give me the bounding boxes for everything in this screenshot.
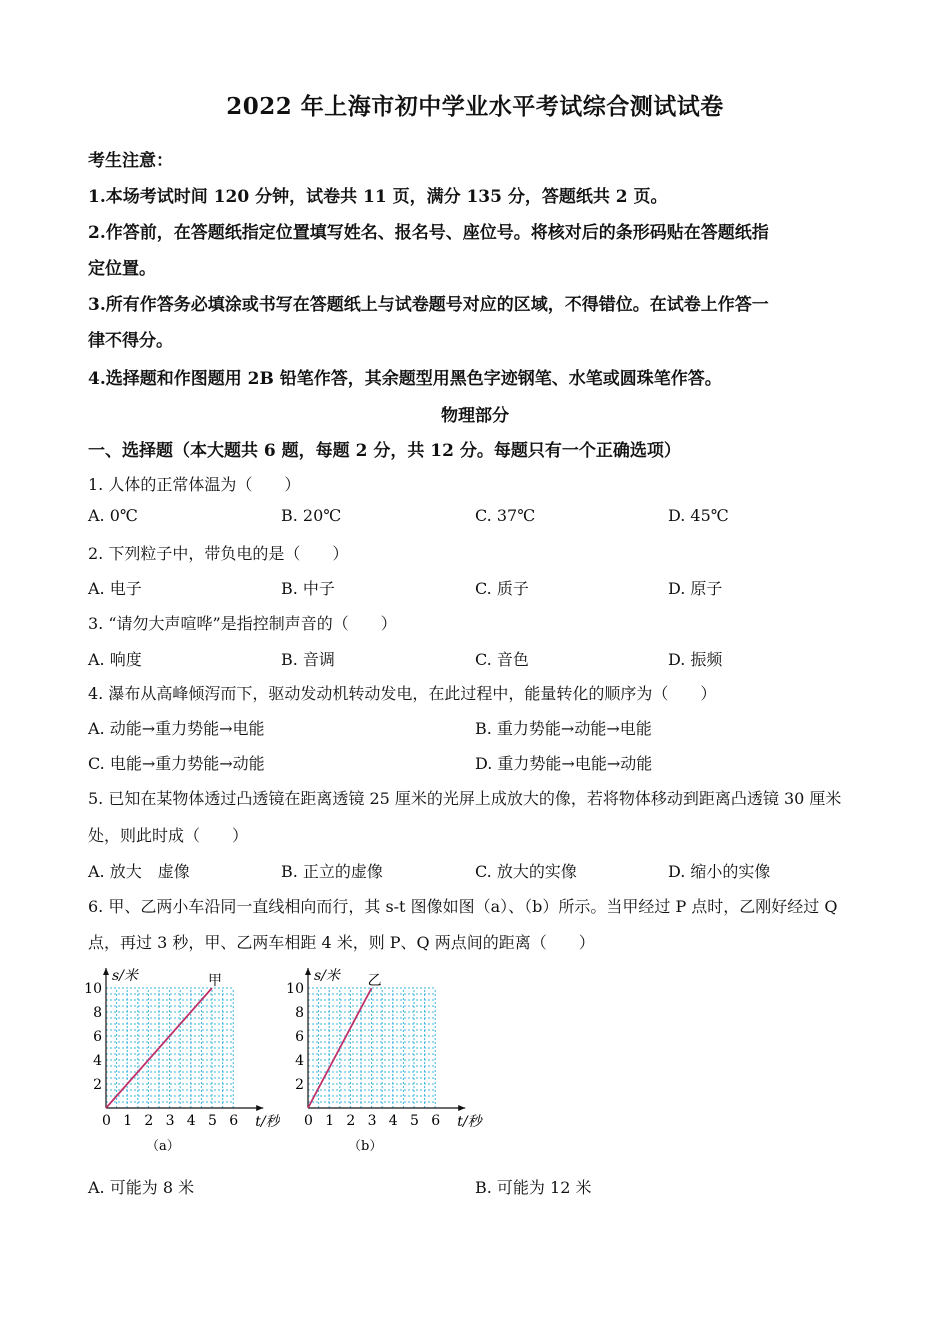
q5-option-b[interactable]: B. 正立的虚像 [281,862,383,881]
x-axis-arrow [256,1105,263,1111]
graph-caption: （a） [146,1139,180,1154]
question-3-stem: 3. “请勿大声喧哗”是指控制声音的（ ） [88,614,397,633]
y-axis-label: s/米 [314,968,340,984]
q2-option-c[interactable]: C. 质子 [475,579,529,598]
question-1-stem: 1. 人体的正常体温为（ ） [88,475,301,494]
x-tick-label: 0 [102,1113,111,1129]
y-tick-label: 10 [84,981,102,997]
x-axis-arrow [458,1105,465,1111]
x-axis-label: t/秒 [457,1114,482,1130]
y-tick-label: 2 [295,1077,304,1093]
q4-option-a[interactable]: A. 动能→重力势能→电能 [88,719,265,738]
q3-option-b[interactable]: B. 音调 [281,650,335,669]
x-tick-label: 1 [325,1113,335,1129]
q4-option-d[interactable]: D. 重力势能→电能→动能 [475,754,653,773]
question-5-stem: 5. 已知在某物体透过凸透镜在距离透镜 25 厘米的光屏上成放大的像，若将物体移动到距离凸透镜 30 厘米 [88,789,842,808]
notice-item-4: 4.选择题和作图题用 2B 铅笔作答，其余题型用黑色字迹钢笔、水笔或圆珠笔作答。 [88,369,722,389]
y-tick-label: 8 [295,1005,304,1021]
x-tick-label: 5 [410,1113,419,1129]
st-graph-a [80,960,280,1160]
notice-item-3-cont: 律不得分。 [88,331,173,351]
q2-option-d[interactable]: D. 原子 [668,579,723,598]
notice-item-3: 3.所有作答务必填涂或书写在答题纸上与试卷题号对应的区域，不得错位。在试卷上作答一 [88,295,769,315]
question-4-stem: 4. 瀑布从高峰倾泻而下，驱动发动机转动发电，在此过程中，能量转化的顺序为（ ） [88,684,717,703]
y-tick-label: 2 [93,1077,102,1093]
q5-option-a[interactable]: A. 放大 虚像 [88,862,190,881]
y-axis-arrow [103,968,109,975]
q3-option-d[interactable]: D. 振频 [668,650,723,669]
y-tick-label: 4 [93,1053,102,1069]
y-tick-label: 10 [286,981,304,997]
x-tick-label: 6 [431,1113,441,1129]
question-5-stem-cont: 处，则此时成（ ） [88,826,249,845]
q2-option-a[interactable]: A. 电子 [88,579,142,598]
y-axis-arrow [305,968,311,975]
notice-item-2: 2.作答前，在答题纸指定位置填写姓名、报名号、座位号。将核对后的条形码贴在答题纸指 [88,223,769,243]
y-tick-label: 4 [295,1053,304,1069]
x-tick-label: 5 [208,1113,217,1129]
y-tick-label: 6 [295,1029,304,1045]
q5-option-c[interactable]: C. 放大的实像 [475,862,577,881]
q6-option-a[interactable]: A. 可能为 8 米 [88,1178,195,1197]
q3-option-c[interactable]: C. 音色 [475,650,529,669]
series-label: 甲 [208,973,222,989]
q4-option-c[interactable]: C. 电能→重力势能→动能 [88,754,265,773]
q1-option-c[interactable]: C. 37℃ [475,506,536,525]
question-6-stem: 6. 甲、乙两小车沿同一直线相向而行，其 s-t 图像如图（a）、（b）所示。当甲经过 P 点时，乙刚好经过 Q [88,897,838,916]
q1-option-d[interactable]: D. 45℃ [668,506,729,525]
st-graph-b [282,960,492,1160]
q4-option-b[interactable]: B. 重力势能→动能→电能 [475,719,652,738]
y-tick-label: 8 [93,1005,102,1021]
q1-option-a[interactable]: A. 0℃ [88,506,138,525]
graph-caption: （b） [348,1139,383,1154]
series-label: 乙 [367,973,382,989]
x-tick-label: 2 [144,1113,154,1129]
x-tick-label: 4 [388,1113,398,1129]
q1-option-b[interactable]: B. 20℃ [281,506,342,525]
q3-option-a[interactable]: A. 响度 [88,650,142,669]
x-tick-label: 6 [229,1113,239,1129]
notice-heading: 考生注意： [88,151,173,171]
y-tick-label: 6 [93,1029,102,1045]
q6-option-b[interactable]: B. 可能为 12 米 [475,1178,592,1197]
part1-heading: 一、选择题（本大题共 6 题，每题 2 分，共 12 分。每题只有一个正确选项） [88,441,681,461]
notice-item-1: 1.本场考试时间 120 分钟，试卷共 11 页，满分 135 分，答题纸共 2 页。 [88,187,668,207]
section-title: 物理部分 [441,406,509,426]
x-axis-label: t/秒 [255,1114,280,1130]
page-title: 2022 年上海市初中学业水平考试综合测试试卷 [226,93,724,120]
y-axis-label: s/米 [112,968,138,984]
q5-option-d[interactable]: D. 缩小的实像 [668,862,771,881]
x-tick-label: 3 [165,1113,175,1129]
x-tick-label: 3 [367,1113,377,1129]
question-6-stem-cont: 点，再过 3 秒，甲、乙两车相距 4 米，则 P、Q 两点间的距离（ ） [88,933,595,952]
x-tick-label: 1 [123,1113,133,1129]
question-2-stem: 2. 下列粒子中，带负电的是（ ） [88,544,349,563]
x-tick-label: 2 [346,1113,356,1129]
x-tick-label: 0 [304,1113,313,1129]
notice-item-2-cont: 定位置。 [88,259,156,279]
q2-option-b[interactable]: B. 中子 [281,579,335,598]
x-tick-label: 4 [186,1113,196,1129]
